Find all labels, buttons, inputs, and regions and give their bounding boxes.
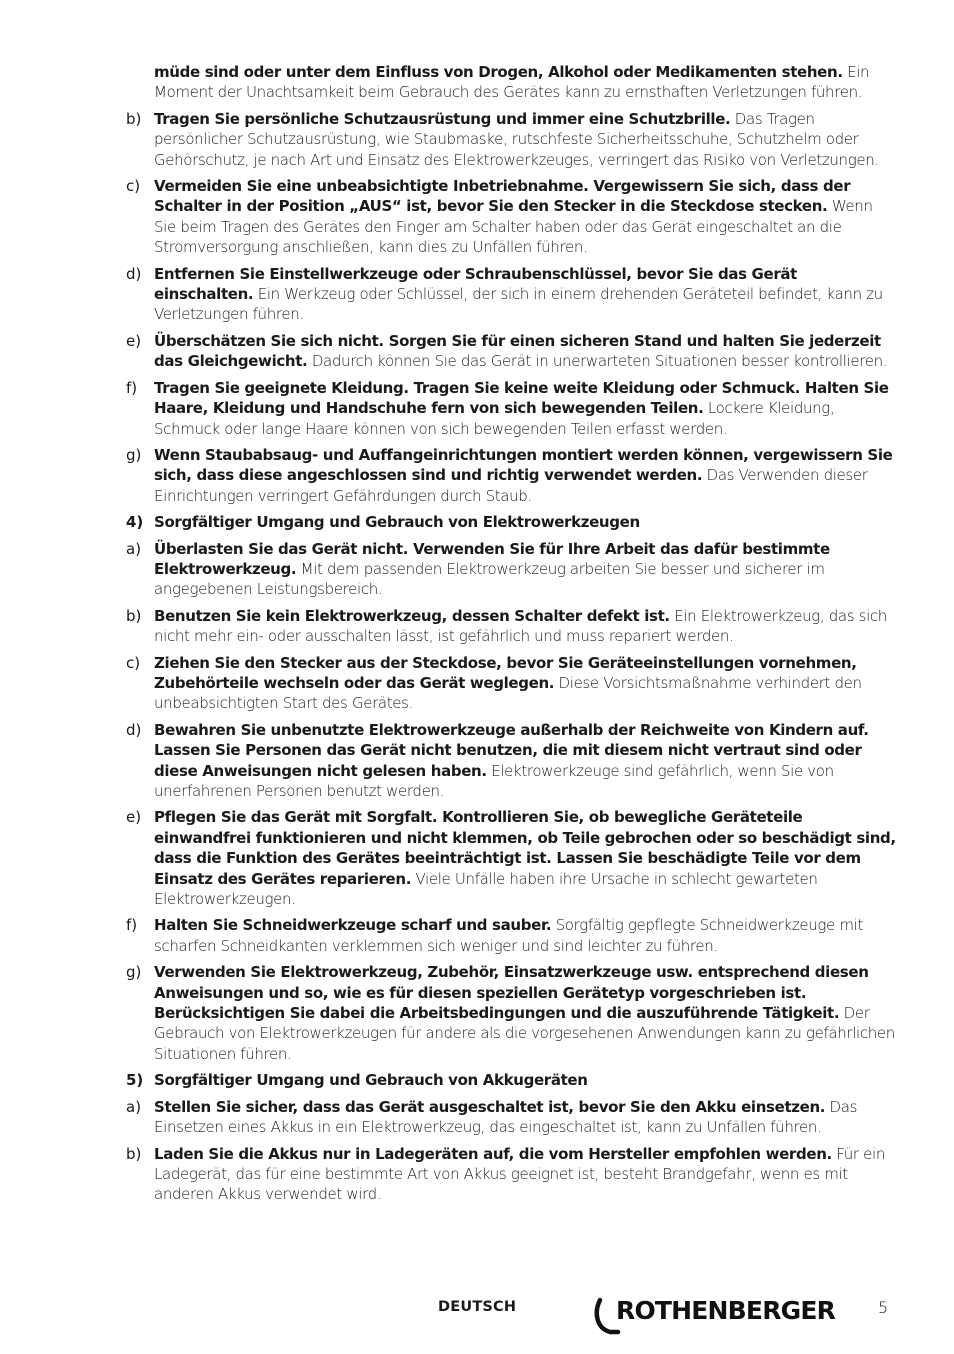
item-marker: e): [126, 808, 142, 827]
footer-language: DEUTSCH: [438, 1299, 517, 1315]
item-text: Ein Elektrowerkzeug, das sich nicht mehr ein- oder ausschalten lässt, ist gefährlich und muss repariert werden.: [154, 606, 887, 646]
item-text: Das Verwenden dieser Einrichtungen verringert Gefährdungen durch Staub.: [154, 466, 868, 505]
list-item: [126, 264, 896, 325]
item-bold: Entfernen Sie Einstellwerkzeuge oder Schraubenschlüssel, bevor Sie das Gerät einschalten.: [154, 264, 797, 304]
item-text: Mit dem passenden Elektrowerkzeug arbeiten Sie besser und sicherer im angegebenen Leistungsbereich.: [154, 559, 825, 599]
list-item: [126, 331, 896, 372]
item-text: Für ein Ladegerät, das für eine bestimmte Art von Akkus geeignet ist, besteht Brandgefahr, wenn es mit anderen Akkus verwendet wird.: [154, 1144, 885, 1204]
item-bold: Bewahren Sie unbenutzte Elektrowerkzeuge außerhalb der Reichweite von Kindern auf. Lassen Sie Personen das Gerät nicht benutzen, die mit diesem nicht vertraut sind oder diese Anweisungen nicht gelesen haben.: [154, 720, 869, 780]
list-item: [126, 606, 896, 647]
item-marker: e): [126, 331, 142, 350]
list-item: [126, 1097, 896, 1138]
list-item: [126, 109, 896, 170]
item-marker: a): [126, 539, 142, 558]
item-marker: f): [126, 916, 138, 935]
item-text: Ein Werkzeug oder Schlüssel, der sich in einem drehenden Geräteteil befindet, kann zu Verletzungen führen.: [154, 285, 883, 324]
list-item: [126, 807, 896, 909]
item-text: Dadurch können Sie das Gerät in unerwarteten Situationen besser kontrollieren.: [307, 352, 888, 371]
item-bold: Benutzen Sie kein Elektrowerkzeug, dessen Schalter defekt ist.: [154, 606, 670, 625]
item-bold: Stellen Sie sicher, dass das Gerät ausgeschaltet ist, bevor Sie den Akku einsetzen.: [154, 1097, 826, 1116]
section-title: Sorgfältiger Umgang und Gebrauch von Akkugeräten: [154, 1071, 588, 1090]
list-item: [126, 720, 896, 802]
item-text: Elektrowerkzeuge sind gefährlich, wenn Sie von unerfahrenen Personen benutzt werden.: [154, 761, 834, 800]
item-marker: a): [126, 1097, 142, 1116]
item-text: Viele Unfälle haben ihre Ursache in schlecht gewarteten Elektrowerkzeugen.: [154, 869, 818, 909]
section-number: 5): [126, 1071, 144, 1090]
section-number: 4): [126, 513, 144, 532]
item-bold: Vermeiden Sie eine unbeabsichtigte Inbetriebnahme. Vergewissern Sie sich, dass der Schalter in der Position „AUS“ ist, bevor Sie den Stecker in die Steckdose stecken.: [154, 177, 851, 216]
item-bold: Pflegen Sie das Gerät mit Sorgfalt. Kontrollieren Sie, ob bewegliche Geräteteile einwandfrei funktionieren und nicht klemmen, ob Teile gebrochen oder so beschädigt sind, dass die Funktion des Gerätes beeinträchtigt ist. Lassen Sie beschädigte Teile vor dem Einsatz des Gerätes reparieren.: [154, 808, 896, 888]
item-text: Der Gebrauch von Elektrowerkzeugen für andere als die vorgesehenen Anwendungen kann zu gefährlichen Situationen führen.: [154, 1004, 895, 1063]
item-marker: c): [126, 653, 141, 672]
item-marker: f): [126, 378, 138, 397]
list-item: [126, 1144, 896, 1205]
logo-wordmark: ROTHENBERGER: [616, 1296, 836, 1325]
item-marker: b): [126, 606, 142, 625]
list-item: [126, 378, 896, 439]
item-bold: Ziehen Sie den Stecker aus der Steckdose, bevor Sie Geräteeinstellungen vornehmen, Zubehörteile wechseln oder das Gerät weglegen.: [154, 653, 857, 692]
list-item: [126, 962, 896, 1064]
section-heading: [126, 512, 896, 532]
section-heading: [126, 1070, 896, 1090]
rothenberger-logo: [594, 1296, 838, 1336]
item-bold: Halten Sie Schneidwerkzeuge scharf und sauber.: [154, 916, 552, 935]
intro-paragraph: [126, 62, 896, 103]
item-bold: Überlasten Sie das Gerät nicht. Verwenden Sie für Ihre Arbeit das dafür bestimmte Elektrowerkzeug.: [154, 539, 830, 578]
item-text: Wenn Sie beim Tragen des Gerätes den Finger am Schalter haben oder das Gerät eingeschaltet an die Stromversorgung anschließen, kann dies zu Unfällen führen.: [154, 197, 873, 257]
item-text: Lockere Kleidung, Schmuck oder lange Haare können von sich bewegenden Teilen erfasst werden.: [154, 399, 835, 438]
item-marker: g): [126, 963, 142, 982]
item-marker: d): [126, 264, 142, 283]
intro-text: Ein Moment der Unachtsamkeit beim Gebrauch des Gerätes kann zu ernsthaften Verletzungen führen.: [154, 63, 870, 102]
item-bold: Verwenden Sie Elektrowerkzeug, Zubehör, Einsatzwerkzeuge usw. entsprechend diesen Anweisungen und so, wie es für diesen speziellen Gerätetyp vorgeschrieben ist. Berücksichtigen Sie dabei die Arbeitsbedingungen und die auszuführende Tätigkeit.: [154, 963, 869, 1023]
item-marker: d): [126, 720, 142, 739]
item-bold: Überschätzen Sie sich nicht. Sorgen Sie für einen sicheren Stand und halten Sie jederzeit das Gleichgewicht.: [154, 331, 881, 371]
list-item: [126, 915, 896, 956]
list-item: [126, 653, 896, 714]
list-item: [126, 445, 896, 506]
item-marker: b): [126, 109, 142, 128]
item-bold: Laden Sie die Akkus nur in Ladegeräten auf, die vom Hersteller empfohlen werden.: [154, 1144, 832, 1163]
item-bold: Wenn Staubabsaug- und Auffangeinrichtungen montiert werden können, vergewissern Sie sich, dass diese angeschlossen sind und richtig verwendet werden.: [154, 445, 893, 485]
item-marker: c): [126, 177, 141, 196]
section-title: Sorgfältiger Umgang und Gebrauch von Elektrowerkzeugen: [154, 513, 640, 532]
item-marker: g): [126, 445, 142, 464]
item-text: Das Tragen persönlicher Schutzausrüstung, wie Staubmaske, rutschfeste Sicherheitsschuhe, Schutzhelm oder Gehörschutz, je nach Art und Einsatz des Elektrowerkzeuges, verringert das Risiko von Verletzungen.: [154, 109, 879, 169]
list-item: [126, 176, 896, 258]
item-text: Das Einsetzen eines Akkus in ein Elektrowerkzeug, das eingeschaltet ist, kann zu Unfällen führen.: [154, 1097, 858, 1137]
item-text: Diese Vorsichtsmaßnahme verhindert den unbeabsichtigten Start des Gerätes.: [154, 673, 862, 713]
intro-bold: müde sind oder unter dem Einfluss von Drogen, Alkohol oder Medikamenten stehen.: [154, 63, 843, 81]
item-text: Sorgfältig gepflegte Schneidwerkzeuge mit scharfen Schneidkanten verklemmen sich weniger und sind leichter zu führen.: [154, 916, 863, 955]
item-bold: Tragen Sie geeignete Kleidung. Tragen Sie keine weite Kleidung oder Schmuck. Halten Sie Haare, Kleidung und Handschuhe fern von sich bewegenden Teilen.: [154, 378, 889, 418]
item-marker: b): [126, 1144, 142, 1163]
page-number: 5: [878, 1298, 889, 1317]
list-item: [126, 539, 896, 600]
document-body: [126, 62, 896, 1211]
item-bold: Tragen Sie persönliche Schutzausrüstung und immer eine Schutzbrille.: [154, 109, 731, 128]
